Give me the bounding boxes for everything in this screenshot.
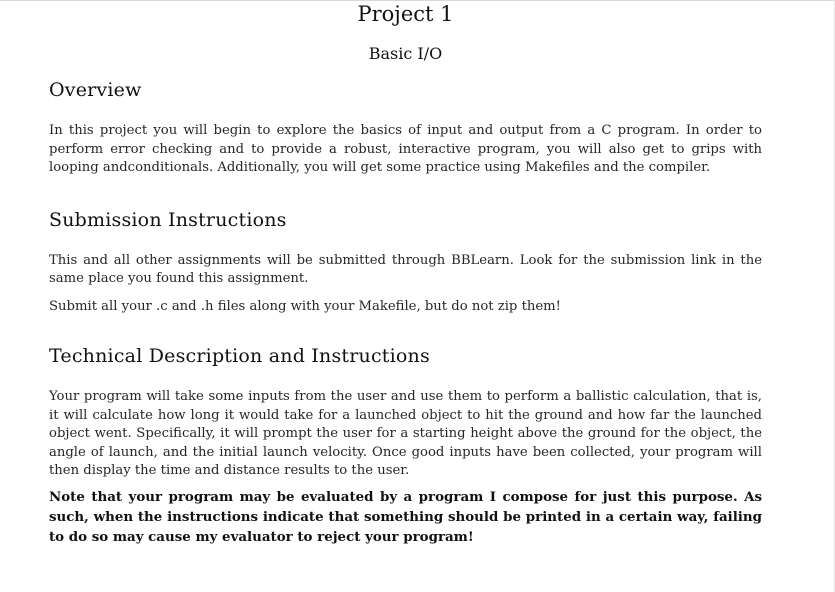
section-heading-overview: Overview xyxy=(49,79,142,101)
document-subtitle: Basic I/O xyxy=(368,44,443,63)
document-page xyxy=(49,0,762,547)
section-heading-submission: Submission Instructions xyxy=(49,208,287,231)
technical-paragraph: Your program will take some inputs from the user and use them to perform a ballistic calculation, that is, it will calculate how long it would take for a launched object to hit the ground and how far the launched object went. Specifically, it will prompt the user for a starting height above the ground for the object, the angle of launch, and the initial launch velocity. Once good inputs have been collected, your program will then display the time and distance results to the user. xyxy=(49,389,762,478)
document-title: Project 1 xyxy=(357,2,454,26)
overview-paragraph: In this project you will begin to explore the basics of input and output from a C program. In order to perform error checking and to provide a robust, interactive program, you will also get to grips with looping andconditionals. Additionally, you will get some practice using Makefiles and the compiler. xyxy=(49,123,762,175)
evaluator-note: Note that your program may be evaluated by a program I compose for just this purpose. As such, when the instructions indicate that something should be printed in a certain way, failing to do so may cause my evaluator to reject your program! xyxy=(49,488,762,545)
submission-paragraph-1: This and all other assignments will be submitted through BBLearn. Look for the submission link in the same place you found this assignment. xyxy=(49,252,762,286)
submission-paragraph-2: Submit all your .c and .h files along with your Makefile, but do not zip them! xyxy=(49,298,561,314)
section-heading-technical: Technical Description and Instructions xyxy=(49,345,430,367)
